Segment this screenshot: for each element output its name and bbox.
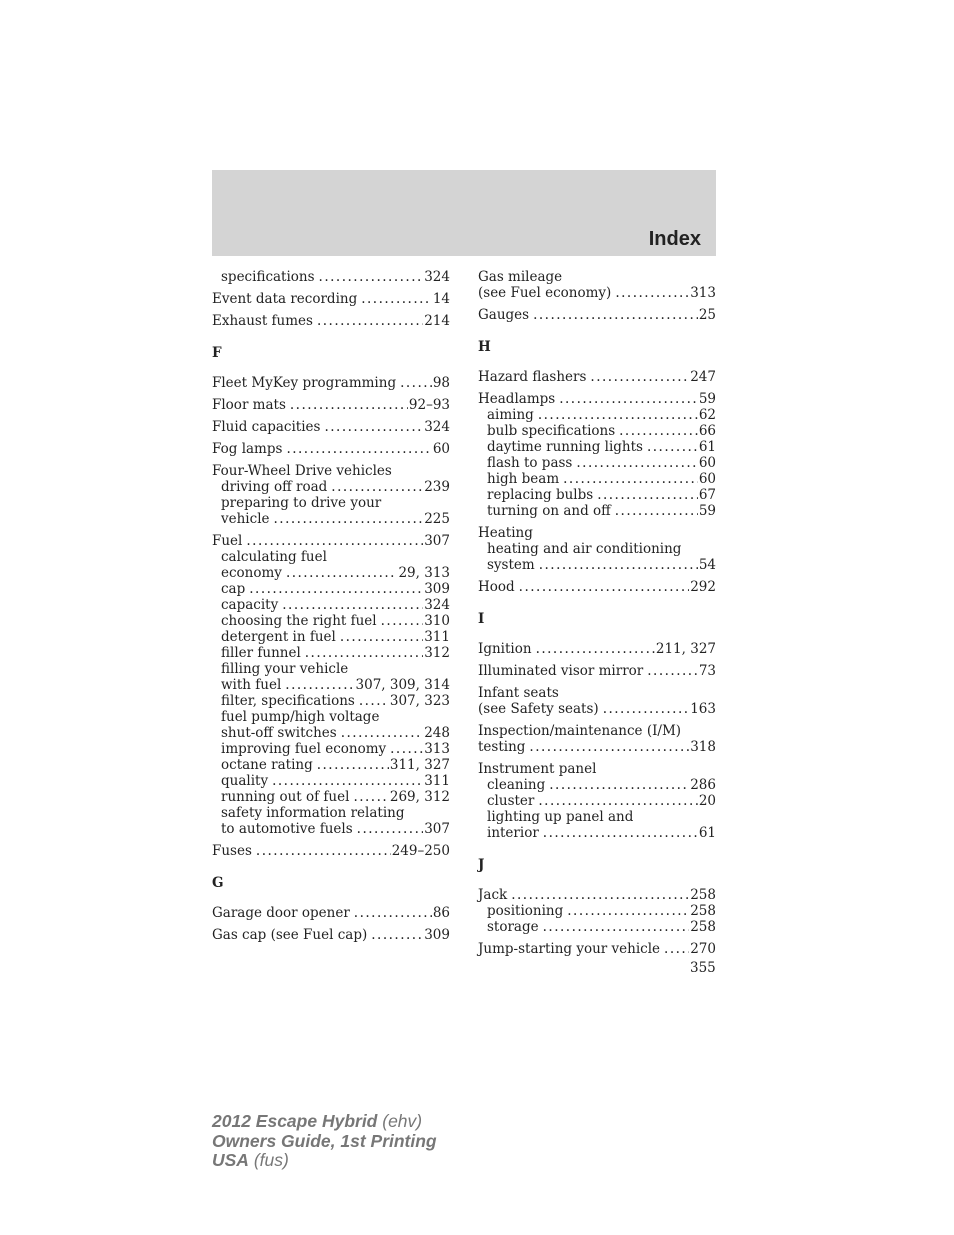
entry-label: vehicle xyxy=(221,511,270,527)
dot-leader xyxy=(647,439,698,455)
dot-leader xyxy=(354,905,432,921)
entry-label: driving off road xyxy=(221,479,328,495)
index-subentry-line xyxy=(478,455,716,471)
entry-page-ref: 239 xyxy=(424,479,450,495)
index-entry-line xyxy=(212,441,450,457)
entry-label: Gauges xyxy=(478,307,530,323)
dot-leader xyxy=(536,641,655,657)
entry-label: detergent in fuel xyxy=(221,629,336,645)
entry-page-ref: 14 xyxy=(432,291,450,307)
dot-leader xyxy=(533,307,698,323)
dot-leader xyxy=(274,511,424,527)
entry-page-ref: 73 xyxy=(698,663,716,679)
entry-page-ref: 318 xyxy=(690,739,716,755)
index-subentry-line xyxy=(212,613,450,629)
entry-label: heating and air conditioning xyxy=(487,541,682,557)
entry-page-ref: 20 xyxy=(698,793,716,809)
index-column-left xyxy=(212,269,450,949)
index-subentry-line xyxy=(478,793,716,809)
dot-leader xyxy=(256,843,391,859)
entry-label: (see Safety seats) xyxy=(478,701,599,717)
entry-label: calculating fuel xyxy=(221,549,327,565)
dot-leader xyxy=(340,629,423,645)
index-entry-line xyxy=(478,739,716,755)
entry-label: Infant seats xyxy=(478,685,559,701)
entry-page-ref: 310 xyxy=(424,613,450,629)
section-header-band xyxy=(212,170,716,256)
index-entry-line xyxy=(212,927,450,943)
dot-leader xyxy=(390,741,423,757)
index-entry-line xyxy=(478,579,716,595)
index-letter-heading: H xyxy=(478,339,491,355)
entry-page-ref: 307, 323 xyxy=(389,693,450,709)
index-entry-line xyxy=(478,941,716,957)
entry-label: Event data recording xyxy=(212,291,358,307)
index-column-right xyxy=(478,269,716,963)
index-entry-line xyxy=(212,397,450,413)
entry-label: (see Fuel economy) xyxy=(478,285,612,301)
index-entry-line xyxy=(478,761,716,777)
index-entry xyxy=(478,685,716,717)
index-entry-line xyxy=(212,313,450,329)
dot-leader xyxy=(317,757,389,773)
index-entry xyxy=(478,761,716,841)
index-subentry-line xyxy=(212,693,450,709)
entry-page-ref: 307 xyxy=(424,533,450,549)
index-entry xyxy=(478,391,716,519)
index-entry-line xyxy=(478,307,716,323)
index-entry xyxy=(212,313,450,329)
index-entry-line xyxy=(212,843,450,859)
entry-label: Four-Wheel Drive vehicles xyxy=(212,463,392,479)
entry-label: high beam xyxy=(487,471,560,487)
index-subentry-line xyxy=(212,789,450,805)
entry-page-ref: 225 xyxy=(424,511,450,527)
entry-page-ref: 247 xyxy=(690,369,716,385)
entry-label: Headlamps xyxy=(478,391,556,407)
entry-label: turning on and off xyxy=(487,503,611,519)
section-title: Index xyxy=(648,228,701,250)
index-entry xyxy=(212,533,450,837)
entry-label: Jump-starting your vehicle xyxy=(478,941,661,957)
dot-leader xyxy=(664,941,689,957)
index-entry-line xyxy=(212,291,450,307)
index-subentry-line xyxy=(212,709,450,725)
entry-label: cluster xyxy=(487,793,535,809)
entry-label: quality xyxy=(221,773,269,789)
footer-line-2: Owners Guide, 1st Printing xyxy=(212,1130,437,1151)
entry-page-ref: 98 xyxy=(432,375,450,391)
index-entry xyxy=(212,463,450,527)
entry-page-ref: 67 xyxy=(698,487,716,503)
entry-label: octane rating xyxy=(221,757,313,773)
entry-page-ref: 311 xyxy=(424,773,450,789)
entry-label: Heating xyxy=(478,525,533,541)
index-subentry-line xyxy=(212,495,450,511)
dot-leader xyxy=(286,565,398,581)
index-entry xyxy=(478,369,716,385)
entry-label: cleaning xyxy=(487,777,546,793)
index-entry xyxy=(478,663,716,679)
index-entry xyxy=(212,419,450,435)
entry-page-ref: 292 xyxy=(690,579,716,595)
entry-page-ref: 286 xyxy=(690,777,716,793)
entry-label: testing xyxy=(478,739,526,755)
index-subentry-line xyxy=(212,821,450,837)
dot-leader xyxy=(519,579,690,595)
index-subentry-line xyxy=(212,549,450,565)
entry-page-ref: 324 xyxy=(424,269,450,285)
index-subentry-line xyxy=(212,479,450,495)
entry-page-ref: 309 xyxy=(424,927,450,943)
index-entry-line xyxy=(212,419,450,435)
entry-page-ref: 66 xyxy=(698,423,716,439)
entry-label: choosing the right fuel xyxy=(221,613,377,629)
dot-leader xyxy=(324,419,423,435)
index-entry-line xyxy=(478,369,716,385)
entry-page-ref: 61 xyxy=(698,439,716,455)
dot-leader xyxy=(246,533,423,549)
index-subentry-line xyxy=(212,677,450,693)
entry-label: storage xyxy=(487,919,539,935)
entry-page-ref: 59 xyxy=(698,503,716,519)
entry-page-ref: 307, 309, 314 xyxy=(355,677,450,693)
entry-label: filling your vehicle xyxy=(221,661,349,677)
entry-label: Gas cap (see Fuel cap) xyxy=(212,927,368,943)
index-entry xyxy=(212,375,450,391)
dot-leader xyxy=(400,375,432,391)
entry-label: with fuel xyxy=(221,677,282,693)
entry-label: Jack xyxy=(478,887,508,903)
entry-label: Fuses xyxy=(212,843,252,859)
index-subentry-line xyxy=(212,565,450,581)
dot-leader xyxy=(603,701,690,717)
dot-leader xyxy=(529,739,689,755)
index-subentry-line xyxy=(478,903,716,919)
dot-leader xyxy=(272,773,423,789)
index-subentry-line xyxy=(212,597,450,613)
index-entry-line xyxy=(478,701,716,717)
index-entry-line xyxy=(212,375,450,391)
index-subentry-line xyxy=(212,741,450,757)
dot-leader xyxy=(615,285,689,301)
index-subentry-line xyxy=(478,541,716,557)
entry-page-ref: 313 xyxy=(690,285,716,301)
index-entry xyxy=(478,723,716,755)
index-subentry-line xyxy=(478,439,716,455)
dot-leader xyxy=(539,557,698,573)
entry-label: Fog lamps xyxy=(212,441,283,457)
index-entry xyxy=(478,269,716,301)
dot-leader xyxy=(249,581,423,597)
dot-leader xyxy=(543,825,698,841)
entry-page-ref: 311 xyxy=(424,629,450,645)
index-subentry-line xyxy=(478,407,716,423)
dot-leader xyxy=(305,645,423,661)
index-subentry-line xyxy=(212,725,450,741)
entry-label: capacity xyxy=(221,597,279,613)
dot-leader xyxy=(319,269,424,285)
entry-label: filler funnel xyxy=(221,645,301,661)
dot-leader xyxy=(353,789,388,805)
index-subentry-line xyxy=(212,805,450,821)
index-subentry-line xyxy=(478,809,716,825)
entry-label: Hazard flashers xyxy=(478,369,587,385)
entry-page-ref: 258 xyxy=(690,887,716,903)
index-entry xyxy=(212,843,450,859)
index-entry xyxy=(212,397,450,413)
entry-label: Floor mats xyxy=(212,397,286,413)
index-subentry-line xyxy=(212,645,450,661)
page-number: 355 xyxy=(690,960,716,976)
entry-page-ref: 59 xyxy=(698,391,716,407)
entry-page-ref: 309 xyxy=(424,581,450,597)
dot-leader xyxy=(538,793,697,809)
index-letter-heading: F xyxy=(212,345,222,361)
index-subentry-line xyxy=(478,777,716,793)
index-entry-line xyxy=(478,723,716,739)
entry-page-ref: 60 xyxy=(698,455,716,471)
entry-page-ref: 62 xyxy=(698,407,716,423)
dot-leader xyxy=(576,455,697,471)
index-subentry-line xyxy=(478,471,716,487)
index-entry-line xyxy=(478,285,716,301)
dot-leader xyxy=(285,677,354,693)
index-entry xyxy=(212,905,450,921)
dot-leader xyxy=(590,369,689,385)
dot-leader xyxy=(567,903,689,919)
index-entry-line xyxy=(478,269,716,285)
index-entry-line xyxy=(212,533,450,549)
dot-leader xyxy=(597,487,698,503)
entry-label: Inspection/maintenance (I/M) xyxy=(478,723,682,739)
index-entry xyxy=(212,927,450,943)
dot-leader xyxy=(538,407,698,423)
index-subentry-line xyxy=(478,919,716,935)
index-entry xyxy=(212,441,450,457)
entry-page-ref: 258 xyxy=(690,903,716,919)
entry-page-ref: 258 xyxy=(690,919,716,935)
entry-label: aiming xyxy=(487,407,534,423)
entry-label: Fluid capacities xyxy=(212,419,321,435)
entry-page-ref: 86 xyxy=(432,905,450,921)
index-subentry-line xyxy=(212,269,450,285)
index-letter-heading: I xyxy=(478,611,485,627)
entry-page-ref: 313 xyxy=(424,741,450,757)
entry-page-ref: 60 xyxy=(432,441,450,457)
dot-leader xyxy=(361,291,432,307)
entry-label: daytime running lights xyxy=(487,439,643,455)
index-entry-line xyxy=(478,685,716,701)
entry-page-ref: 269, 312 xyxy=(389,789,450,805)
index-subentry-line xyxy=(212,661,450,677)
index-subentry-line xyxy=(212,773,450,789)
index-subentry-line xyxy=(478,503,716,519)
index-subentry-line xyxy=(478,423,716,439)
dot-leader xyxy=(549,777,689,793)
dot-leader xyxy=(317,313,423,329)
index-subentry-line xyxy=(212,511,450,527)
index-entry xyxy=(212,291,450,307)
entry-label: Gas mileage xyxy=(478,269,563,285)
entry-label: fuel pump/high voltage xyxy=(221,709,380,725)
index-subentry-line xyxy=(478,825,716,841)
entry-page-ref: 25 xyxy=(698,307,716,323)
index-subentry-line xyxy=(478,557,716,573)
entry-label: replacing bulbs xyxy=(487,487,594,503)
entry-label: positioning xyxy=(487,903,564,919)
entry-label: Instrument panel xyxy=(478,761,597,777)
entry-label: economy xyxy=(221,565,282,581)
entry-label: lighting up panel and xyxy=(487,809,634,825)
entry-label: safety information relating xyxy=(221,805,405,821)
entry-label: Fleet MyKey programming xyxy=(212,375,397,391)
dot-leader xyxy=(359,693,389,709)
index-entry-line xyxy=(478,391,716,407)
entry-label: filter, specifications xyxy=(221,693,355,709)
entry-label: cap xyxy=(221,581,246,597)
dot-leader xyxy=(647,663,698,679)
index-entry xyxy=(478,641,716,657)
footer-line-1: 2012 Escape Hybrid (ehv) xyxy=(212,1111,423,1131)
entry-page-ref: 29, 313 xyxy=(398,565,450,581)
entry-page-ref: 60 xyxy=(698,471,716,487)
entry-page-ref: 248 xyxy=(424,725,450,741)
entry-page-ref: 270 xyxy=(690,941,716,957)
entry-page-ref: 311, 327 xyxy=(389,757,450,773)
dot-leader xyxy=(615,503,698,519)
entry-label: preparing to drive your xyxy=(221,495,382,511)
entry-label: interior xyxy=(487,825,539,841)
index-entry xyxy=(478,941,716,957)
index-entry-line xyxy=(478,663,716,679)
entry-label: Fuel xyxy=(212,533,243,549)
index-subentry-line xyxy=(212,757,450,773)
index-entry-line xyxy=(478,525,716,541)
dot-leader xyxy=(282,597,423,613)
index-letter-heading: J xyxy=(478,857,485,873)
entry-page-ref: 324 xyxy=(424,419,450,435)
dot-leader xyxy=(341,725,424,741)
entry-page-ref: 54 xyxy=(698,557,716,573)
index-entry-line xyxy=(478,641,716,657)
entry-label: Ignition xyxy=(478,641,532,657)
entry-page-ref: 324 xyxy=(424,597,450,613)
dot-leader xyxy=(563,471,698,487)
entry-page-ref: 61 xyxy=(698,825,716,841)
entry-label: Garage door opener xyxy=(212,905,350,921)
footer-line-3: USA (fus) xyxy=(212,1150,289,1170)
index-letter-heading: G xyxy=(212,875,224,891)
entry-page-ref: 92–93 xyxy=(408,397,450,413)
dot-leader xyxy=(331,479,423,495)
document-footer xyxy=(212,1112,437,1171)
entry-page-ref: 163 xyxy=(690,701,716,717)
entry-label: shut-off switches xyxy=(221,725,337,741)
entry-label: Exhaust fumes xyxy=(212,313,313,329)
entry-page-ref: 214 xyxy=(424,313,450,329)
entry-label: improving fuel economy xyxy=(221,741,387,757)
entry-page-ref: 312 xyxy=(424,645,450,661)
index-entry xyxy=(212,269,450,285)
entry-label: Illuminated visor mirror xyxy=(478,663,644,679)
entry-label: Hood xyxy=(478,579,515,595)
index-entry-line xyxy=(212,463,450,479)
dot-leader xyxy=(511,887,689,903)
dot-leader xyxy=(290,397,408,413)
index-subentry-line xyxy=(212,581,450,597)
index-entry xyxy=(478,887,716,935)
dot-leader xyxy=(357,821,424,837)
dot-leader xyxy=(543,919,690,935)
entry-page-ref: 307 xyxy=(424,821,450,837)
entry-page-ref: 211, 327 xyxy=(655,641,716,657)
entry-label: to automotive fuels xyxy=(221,821,353,837)
dot-leader xyxy=(559,391,698,407)
entry-label: system xyxy=(487,557,535,573)
dot-leader xyxy=(619,423,698,439)
dot-leader xyxy=(286,441,431,457)
entry-label: specifications xyxy=(221,269,315,285)
index-entry xyxy=(478,525,716,573)
entry-page-ref: 249–250 xyxy=(391,843,450,859)
index-entry xyxy=(478,579,716,595)
entry-label: running out of fuel xyxy=(221,789,350,805)
dot-leader xyxy=(371,927,423,943)
index-subentry-line xyxy=(478,487,716,503)
index-subentry-line xyxy=(212,629,450,645)
entry-label: flash to pass xyxy=(487,455,573,471)
dot-leader xyxy=(381,613,424,629)
index-entry-line xyxy=(212,905,450,921)
entry-label: bulb specifications xyxy=(487,423,616,439)
index-entry xyxy=(478,307,716,323)
index-entry-line xyxy=(478,887,716,903)
